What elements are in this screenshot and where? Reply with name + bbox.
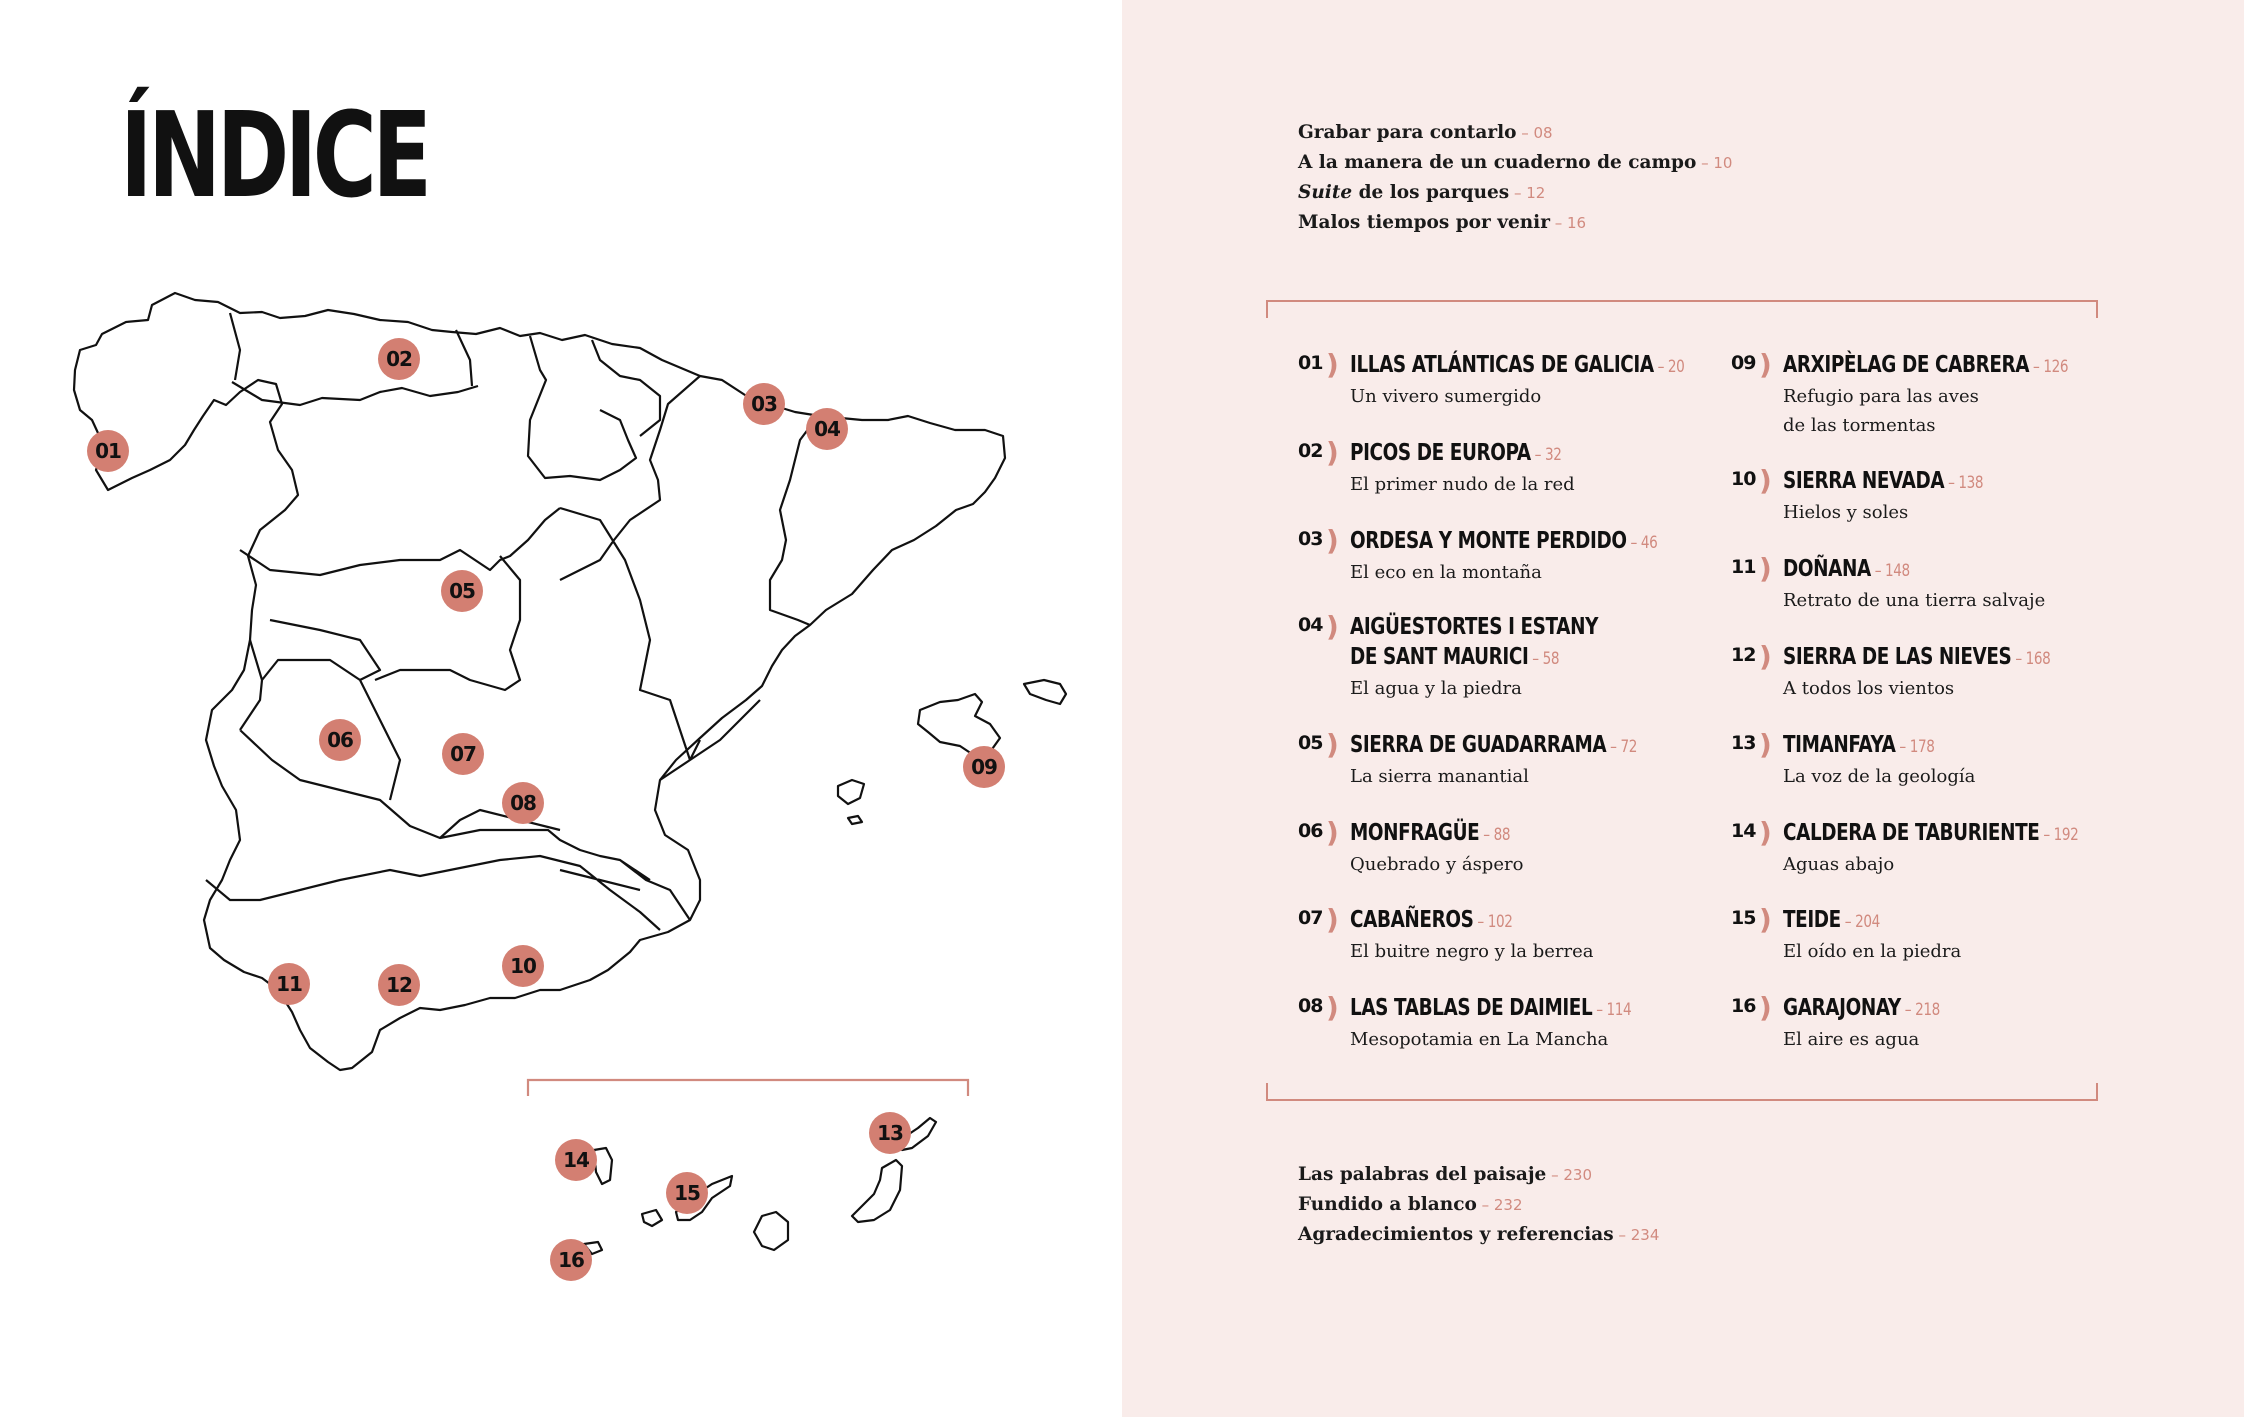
chapter-title (1350, 526, 1658, 558)
chapter-subtitle: El buitre negro y la berrea (1350, 941, 1594, 962)
chapter-page: – 72 (1606, 737, 1638, 757)
map-regions (74, 293, 1066, 1254)
chapter-title-line: TEIDE (1783, 907, 1841, 933)
chapter-page: – 102 (1473, 912, 1513, 932)
chapter-paren: ) (1326, 903, 1339, 936)
chapter-page: – 126 (2029, 357, 2069, 377)
svg-text:09: 09 (971, 755, 997, 779)
chapter-subtitle: Aguas abajo (1783, 854, 1895, 875)
island-fuerteventura (852, 1160, 902, 1222)
island-formentera (848, 816, 862, 824)
chapter-title (1783, 730, 2087, 762)
chapter-page: – 178 (1895, 737, 1935, 757)
chapter-title (1350, 993, 1654, 1025)
back-matter-list (1298, 1160, 1659, 1250)
chapter-number: 16 (1731, 995, 1756, 1017)
front-matter-item[interactable]: Grabar para contarlo – 08 (1298, 122, 1553, 143)
chapter-paren: ) (1326, 436, 1339, 469)
island-ibiza (838, 780, 864, 804)
chapter-paren: ) (1326, 610, 1339, 643)
toc-bracket-bottom (1266, 1083, 2098, 1101)
svg-text:05: 05 (449, 579, 475, 603)
back-matter-item[interactable]: Fundido a blanco – 232 (1298, 1194, 1523, 1215)
svg-text:07: 07 (450, 742, 476, 766)
svg-text:08: 08 (510, 791, 536, 815)
map-marker-04[interactable] (806, 408, 848, 450)
map-marker-12[interactable] (378, 964, 420, 1006)
chapter-title (1783, 905, 2087, 937)
svg-text:01: 01 (95, 439, 121, 463)
chapter-title-line: ARXIPÈLAG DE CABRERA (1783, 352, 2030, 378)
chapter-page: – 46 (1626, 533, 1658, 553)
chapter-page: – 192 (2039, 825, 2079, 845)
chapter-title-line: TIMANFAYA (1783, 732, 1896, 758)
svg-text:11: 11 (276, 972, 302, 996)
chapter-page: – 88 (1479, 825, 1511, 845)
chapter-number: 03 (1298, 528, 1323, 550)
chapter-subtitle: El eco en la montaña (1350, 562, 1542, 583)
chapter-number: 02 (1298, 440, 1323, 462)
chapter-title-line: GARAJONAY (1783, 995, 1901, 1021)
front-matter-item[interactable]: Suite de los parques – 12 (1298, 182, 1546, 203)
chapter-subtitle: El aire es agua (1783, 1029, 1920, 1050)
map-marker-15[interactable] (666, 1172, 708, 1214)
chapter-number: 13 (1731, 732, 1756, 754)
chapter-subtitle: Quebrado y áspero (1350, 854, 1524, 875)
map-marker-13[interactable] (869, 1112, 911, 1154)
chapter-number: 12 (1731, 644, 1756, 666)
chapter-page: – 138 (1944, 473, 1984, 493)
chapter-subtitle: El agua y la piedra (1350, 678, 1522, 699)
svg-text:03: 03 (751, 392, 777, 416)
chapter-title-line: CABAÑEROS (1350, 907, 1474, 933)
chapter-subtitle: Refugio para las aves de las tormentas (1783, 386, 1979, 436)
back-matter-item[interactable]: Las palabras del paisaje – 230 (1298, 1164, 1592, 1185)
chapter-subtitle: Un vivero sumergido (1350, 386, 1542, 407)
chapter-page: – 114 (1592, 1000, 1632, 1020)
chapter-number: 09 (1731, 352, 1756, 374)
chapter-subtitle: Retrato de una tierra salvaje (1783, 590, 2046, 611)
chapter-paren: ) (1759, 991, 1772, 1024)
chapter-title-line: AIGÜESTORTES I ESTANY (1350, 614, 1599, 640)
front-matter-list (1298, 118, 1732, 238)
island-gomera (642, 1210, 662, 1226)
right-page (1122, 0, 2244, 1417)
page-title: ÍNDICE (120, 86, 428, 224)
chapter-paren: ) (1759, 903, 1772, 936)
chapter-page: – 148 (1870, 561, 1910, 581)
chapter-title (1350, 730, 1654, 762)
chapter-title (1783, 818, 2087, 850)
chapter-title-line: SIERRA DE GUADARRAMA (1350, 732, 1607, 758)
chapter-page: – 218 (1900, 1000, 1940, 1020)
chapter-title-line: ILLAS ATLÁNTICAS DE GALICIA (1350, 352, 1654, 378)
chapter-title (1350, 818, 1654, 850)
chapter-title-line: MONFRAGÜE (1350, 820, 1480, 846)
chapter-title-line: SIERRA NEVADA (1783, 468, 1945, 494)
chapter-number: 08 (1298, 995, 1323, 1017)
chapter-title-line: PICOS DE EUROPA (1350, 440, 1531, 466)
back-matter-item[interactable]: Agradecimientos y referencias – 234 (1298, 1224, 1660, 1245)
chapter-title (1783, 350, 2087, 382)
chapter-number: 04 (1298, 614, 1323, 636)
svg-text:12: 12 (386, 973, 412, 997)
chapter-title-line: DOÑANA (1783, 556, 1871, 582)
chapter-paren: ) (1759, 728, 1772, 761)
canary-inset-bracket (528, 1080, 968, 1096)
chapter-title (1783, 466, 2087, 498)
front-matter-item[interactable]: A la manera de un cuaderno de campo – 10 (1298, 152, 1733, 173)
chapter-paren: ) (1759, 816, 1772, 849)
chapter-title (1350, 905, 1654, 937)
svg-text:06: 06 (327, 728, 353, 752)
svg-text:16: 16 (558, 1248, 584, 1272)
chapter-page: – 32 (1530, 445, 1562, 465)
island-la-palma (594, 1148, 612, 1184)
map-marker-06[interactable] (319, 719, 361, 761)
front-matter-item[interactable]: Malos tiempos por venir – 16 (1298, 212, 1587, 233)
chapter-page: – 58 (1528, 649, 1560, 669)
chapter-title-line: ORDESA Y MONTE PERDIDO (1350, 528, 1627, 554)
chapter-paren: ) (1326, 728, 1339, 761)
map-marker-03[interactable] (743, 383, 785, 425)
map-marker-08[interactable] (502, 782, 544, 824)
chapter-paren: ) (1326, 991, 1339, 1024)
svg-text:15: 15 (674, 1181, 700, 1205)
chapter-title-line: DE SANT MAURICI (1350, 644, 1529, 670)
chapter-paren: ) (1326, 816, 1339, 849)
chapter-title (1350, 612, 1654, 674)
map-marker-09[interactable] (963, 746, 1005, 788)
chapter-page: – 20 (1653, 357, 1685, 377)
chapter-number: 14 (1731, 820, 1756, 842)
chapter-title (1783, 993, 2087, 1025)
chapter-subtitle: Mesopotamia en La Mancha (1350, 1029, 1609, 1050)
svg-text:13: 13 (877, 1121, 903, 1145)
chapter-number: 05 (1298, 732, 1323, 754)
chapter-number: 06 (1298, 820, 1323, 842)
map-marker-01[interactable] (87, 430, 129, 472)
chapter-number: 11 (1731, 556, 1756, 578)
chapter-subtitle: La voz de la geología (1783, 766, 1976, 787)
svg-text:04: 04 (814, 417, 840, 441)
toc-bracket-top (1266, 300, 2098, 318)
svg-text:14: 14 (563, 1148, 589, 1172)
chapter-title-line: LAS TABLAS DE DAIMIEL (1350, 995, 1593, 1021)
svg-text:02: 02 (386, 347, 412, 371)
map-marker-14[interactable] (555, 1139, 597, 1181)
map-marker-10[interactable] (502, 945, 544, 987)
map-marker-07[interactable] (442, 733, 484, 775)
chapter-number: 10 (1731, 468, 1756, 490)
chapter-subtitle: El oído en la piedra (1783, 941, 1962, 962)
map-marker-11[interactable] (268, 963, 310, 1005)
svg-text:10: 10 (510, 954, 536, 978)
chapter-title (1350, 438, 1654, 470)
chapter-subtitle: La sierra manantial (1350, 766, 1529, 787)
chapter-number: 15 (1731, 907, 1756, 929)
chapter-number: 01 (1298, 352, 1323, 374)
island-gran-canaria (754, 1212, 788, 1250)
chapter-subtitle: El primer nudo de la red (1350, 474, 1575, 495)
chapter-paren: ) (1326, 348, 1339, 381)
chapter-paren: ) (1759, 640, 1772, 673)
chapter-title-line: SIERRA DE LAS NIEVES (1783, 644, 2012, 670)
chapter-page: – 204 (1840, 912, 1880, 932)
chapter-paren: ) (1759, 348, 1772, 381)
chapter-number: 07 (1298, 907, 1323, 929)
island-menorca (1024, 680, 1066, 704)
map-marker-02[interactable] (378, 338, 420, 380)
map-marker-16[interactable] (550, 1239, 592, 1281)
chapter-paren: ) (1326, 524, 1339, 557)
chapter-page: – 168 (2011, 649, 2051, 669)
chapter-title-line: CALDERA DE TABURIENTE (1783, 820, 2040, 846)
chapter-paren: ) (1759, 552, 1772, 585)
chapter-subtitle: Hielos y soles (1783, 502, 1909, 523)
chapter-title (1783, 642, 2087, 674)
map-marker-05[interactable] (441, 570, 483, 612)
chapter-title (1350, 350, 1685, 382)
chapter-title (1783, 554, 2087, 586)
chapter-paren: ) (1759, 464, 1772, 497)
chapter-subtitle: A todos los vientos (1783, 678, 1955, 699)
